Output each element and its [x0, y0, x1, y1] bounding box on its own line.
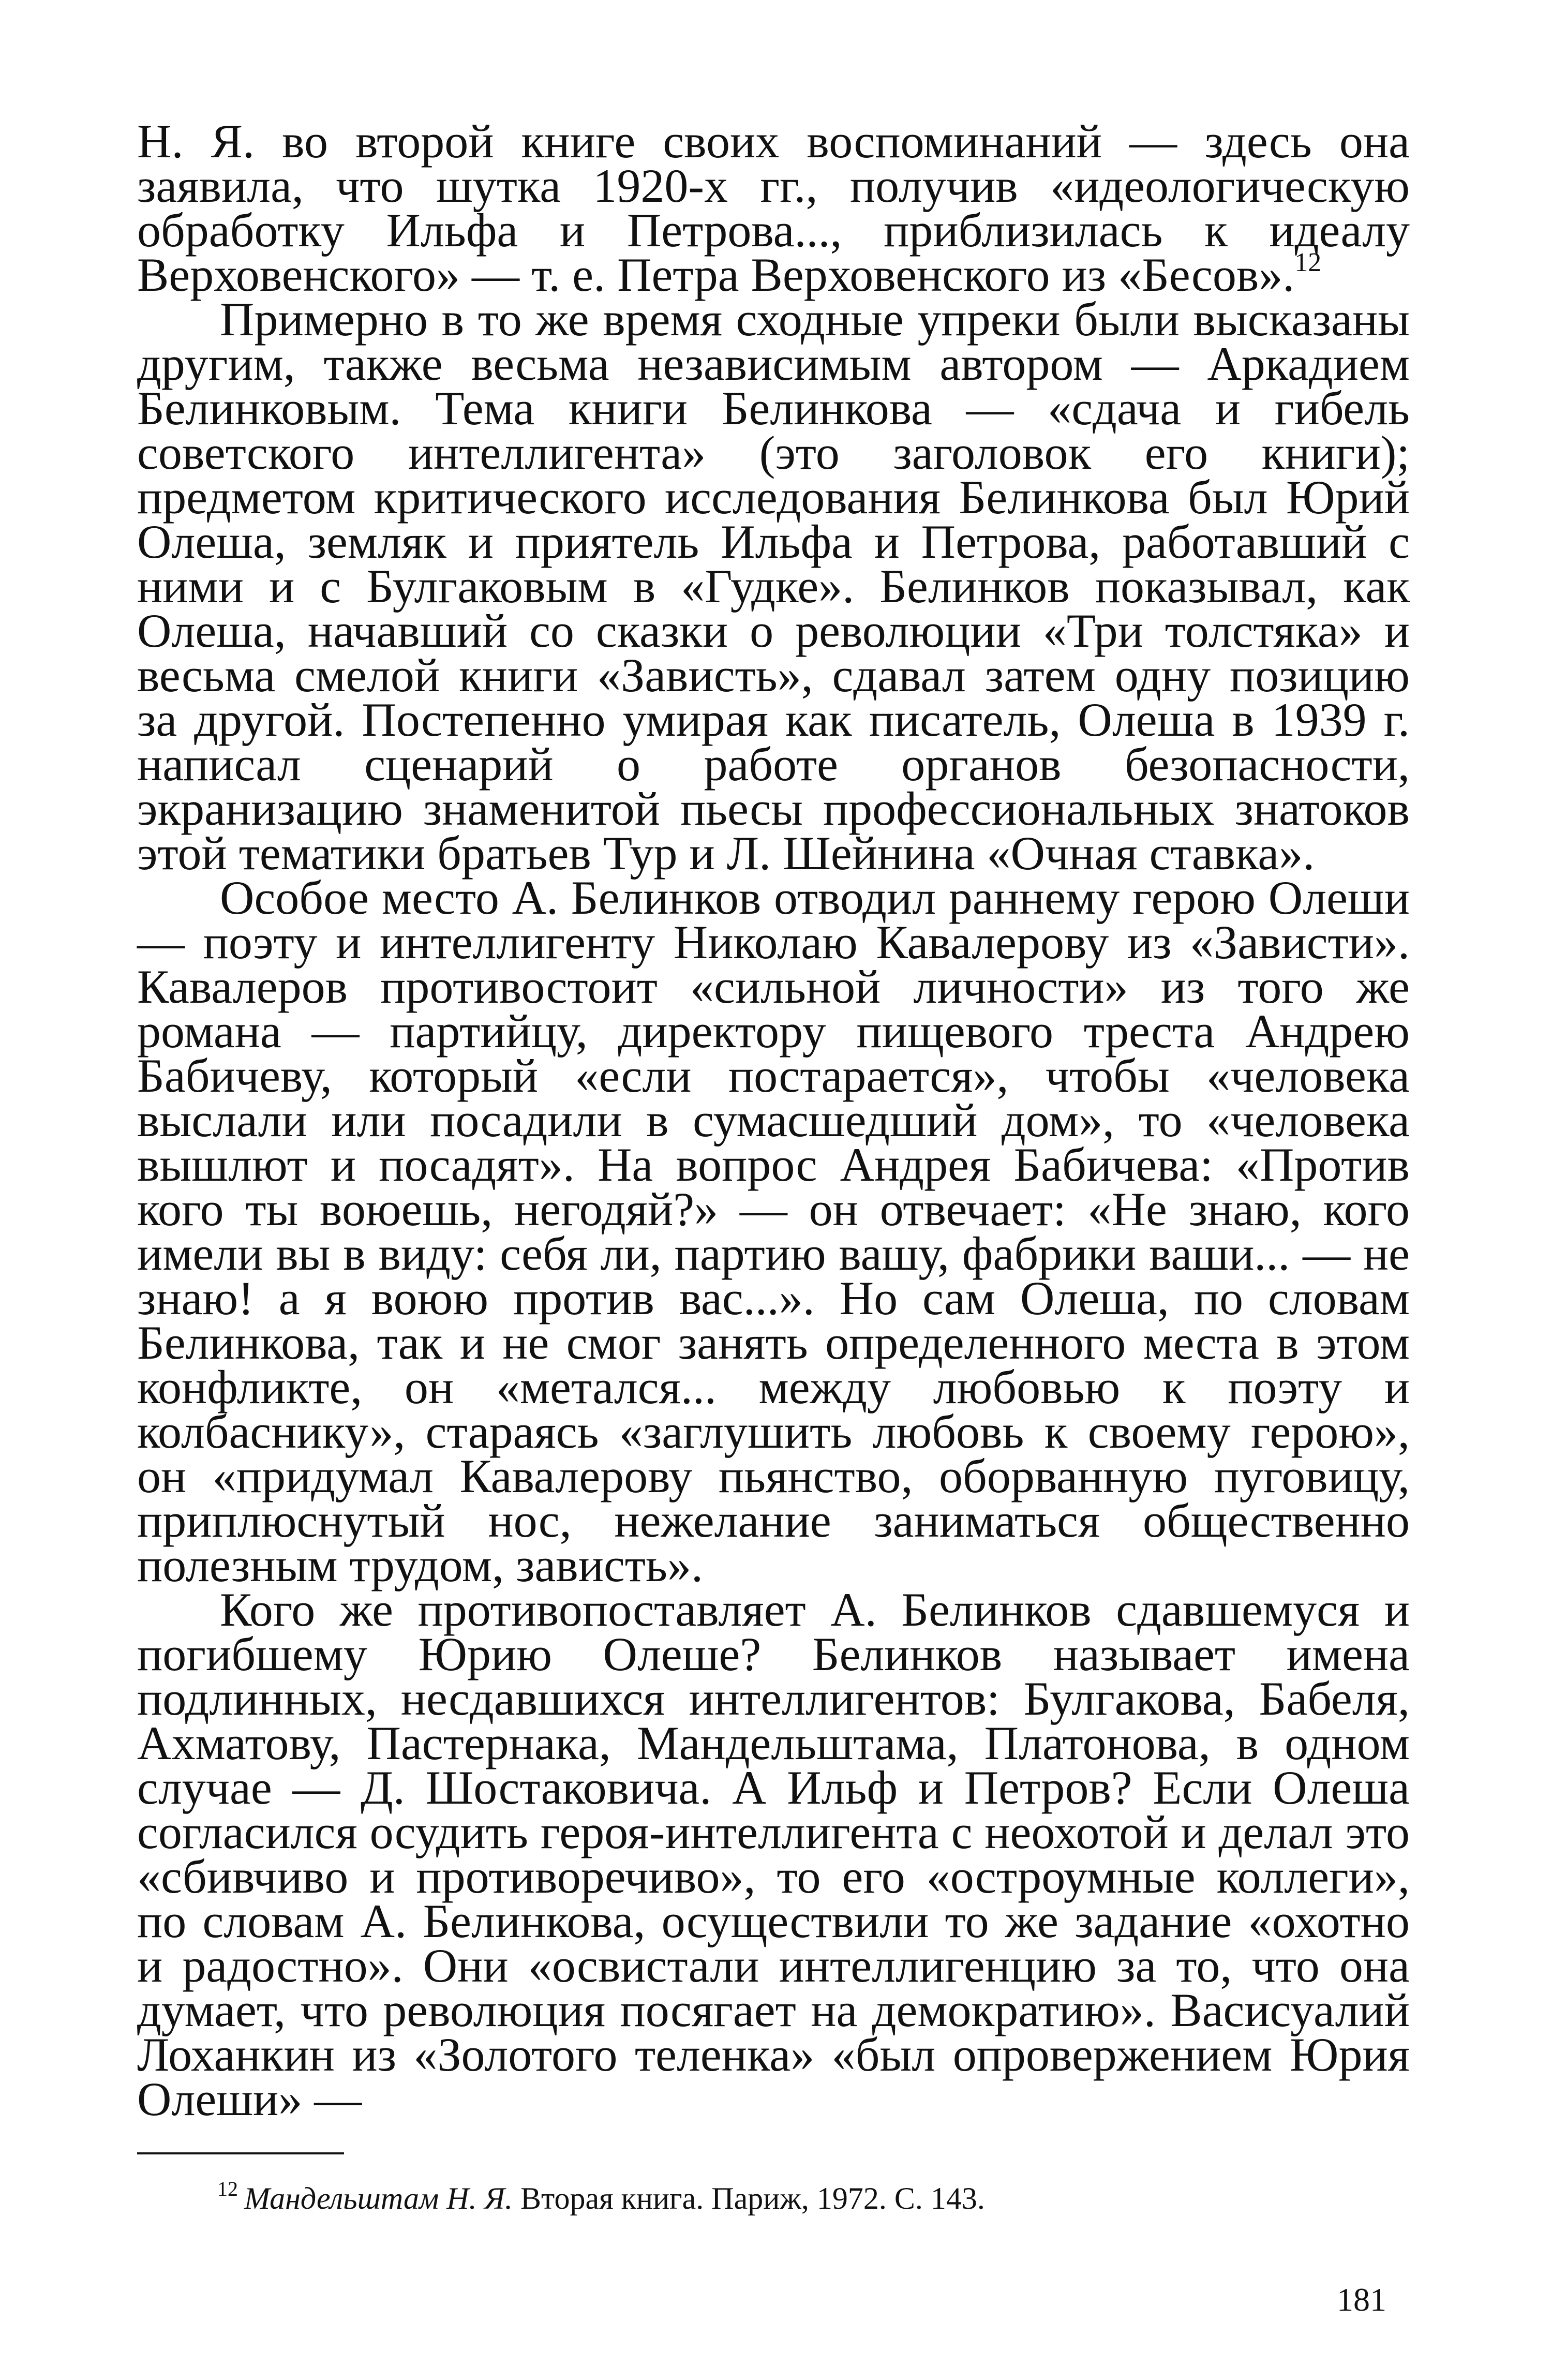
- footnote-text: Вторая книга. Париж, 1972. С. 143.: [513, 2181, 985, 2215]
- footnote-divider: [137, 2152, 344, 2154]
- paragraph-4: Кого же противопоставляет А. Белинков сдавшемуся и погибшему Юрию Олеше? Белинков называет имена подлинных, несдавшихся интеллигентов: Булгакова, Бабеля, Ахматову, Пастернака, Мандельштама, Платонова, в одном случае — Д. Шостаковича. А Ильф и Петров? Если Олеша согласился осудить героя-интеллигента с неохотой и делал это «сбивчиво и противоречиво», то его «остроумные коллеги», по словам А. Белинкова, осуществили то же задание «охотно и радостно». Они «освистали интеллигенцию за то, что она думает, что революция посягает на демократию». Васисуалий Лоханкин из «Золотого теленка» «был опровержением Юрия Олеши» —: [137, 1583, 1410, 2125]
- paragraph-2: Примерно в то же время сходные упреки были высказаны другим, также весьма независимым автором — Аркадием Белинковым. Тема книги Белинкова — «сдача и гибель советского интеллигента» (это заголовок его книги); предметом критического исследования Белинкова был Юрий Олеша, земляк и приятель Ильфа и Петрова, работавший с ними и с Булгаковым в «Гудке». Белинков показывал, как Олеша, начавший со сказки о революции «Три толстяка» и весьма смелой книги «Зависть», сдавал затем одну позицию за другой. Постепенно умирая как писатель, Олеша в 1939 г. написал сценарий о работе органов безопасности, экранизацию знаменитой пьесы профессиональных знатоков этой тематики братьев Тур и Л. Шейнина «Очная ставка».: [137, 293, 1410, 880]
- footnote-author: Мандельштам Н. Я.: [244, 2181, 513, 2215]
- footnote: [217, 2173, 985, 2217]
- paragraph-1-text: Н. Я. во второй книге своих воспоминаний — здесь она заявила, что шутка 1920-х гг., получив «идеологическую обработку Ильфа и Петрова..., приблизилась к идеалу Верховенского» — т. е. Петра Верховенского из «Бесов».: [137, 115, 1410, 301]
- page-number: 181: [1337, 2281, 1386, 2318]
- footnote-number: 12: [217, 2177, 238, 2200]
- footnote-reference[interactable]: 12: [1294, 248, 1322, 278]
- paragraph-3: Особое место А. Белинков отводил раннему герою Олеши — поэту и интеллигенту Николаю Кавалерову из «Зависти». Кавалеров противостоит «сильной личности» из того же романа — партийцу, директору пищевого треста Андрею Бабичеву, который «если постарается», чтобы «человека выслали или посадили в сумасшедший дом», то «человека вышлют и посадят». На вопрос Андрея Бабичева: «Против кого ты воюешь, негодяй?» — он отвечает: «Не знаю, кого имели вы в виду: себя ли, партию вашу, фабрики ваши... — не знаю! а я воюю против вас...». Но сам Олеша, по словам Белинкова, так и не смог занять определенного места в этом конфликте, он «метался... между любовью к поэту и колбаснику», стараясь «заглушить любовь к своему герою», он «придумал Кавалерову пьянство, оборванную пуговицу, приплюснутый нос, нежелание заниматься общественно полезным трудом, зависть».: [137, 871, 1410, 1591]
- paragraph-1: [137, 115, 1410, 301]
- page-body: [137, 115, 1410, 2125]
